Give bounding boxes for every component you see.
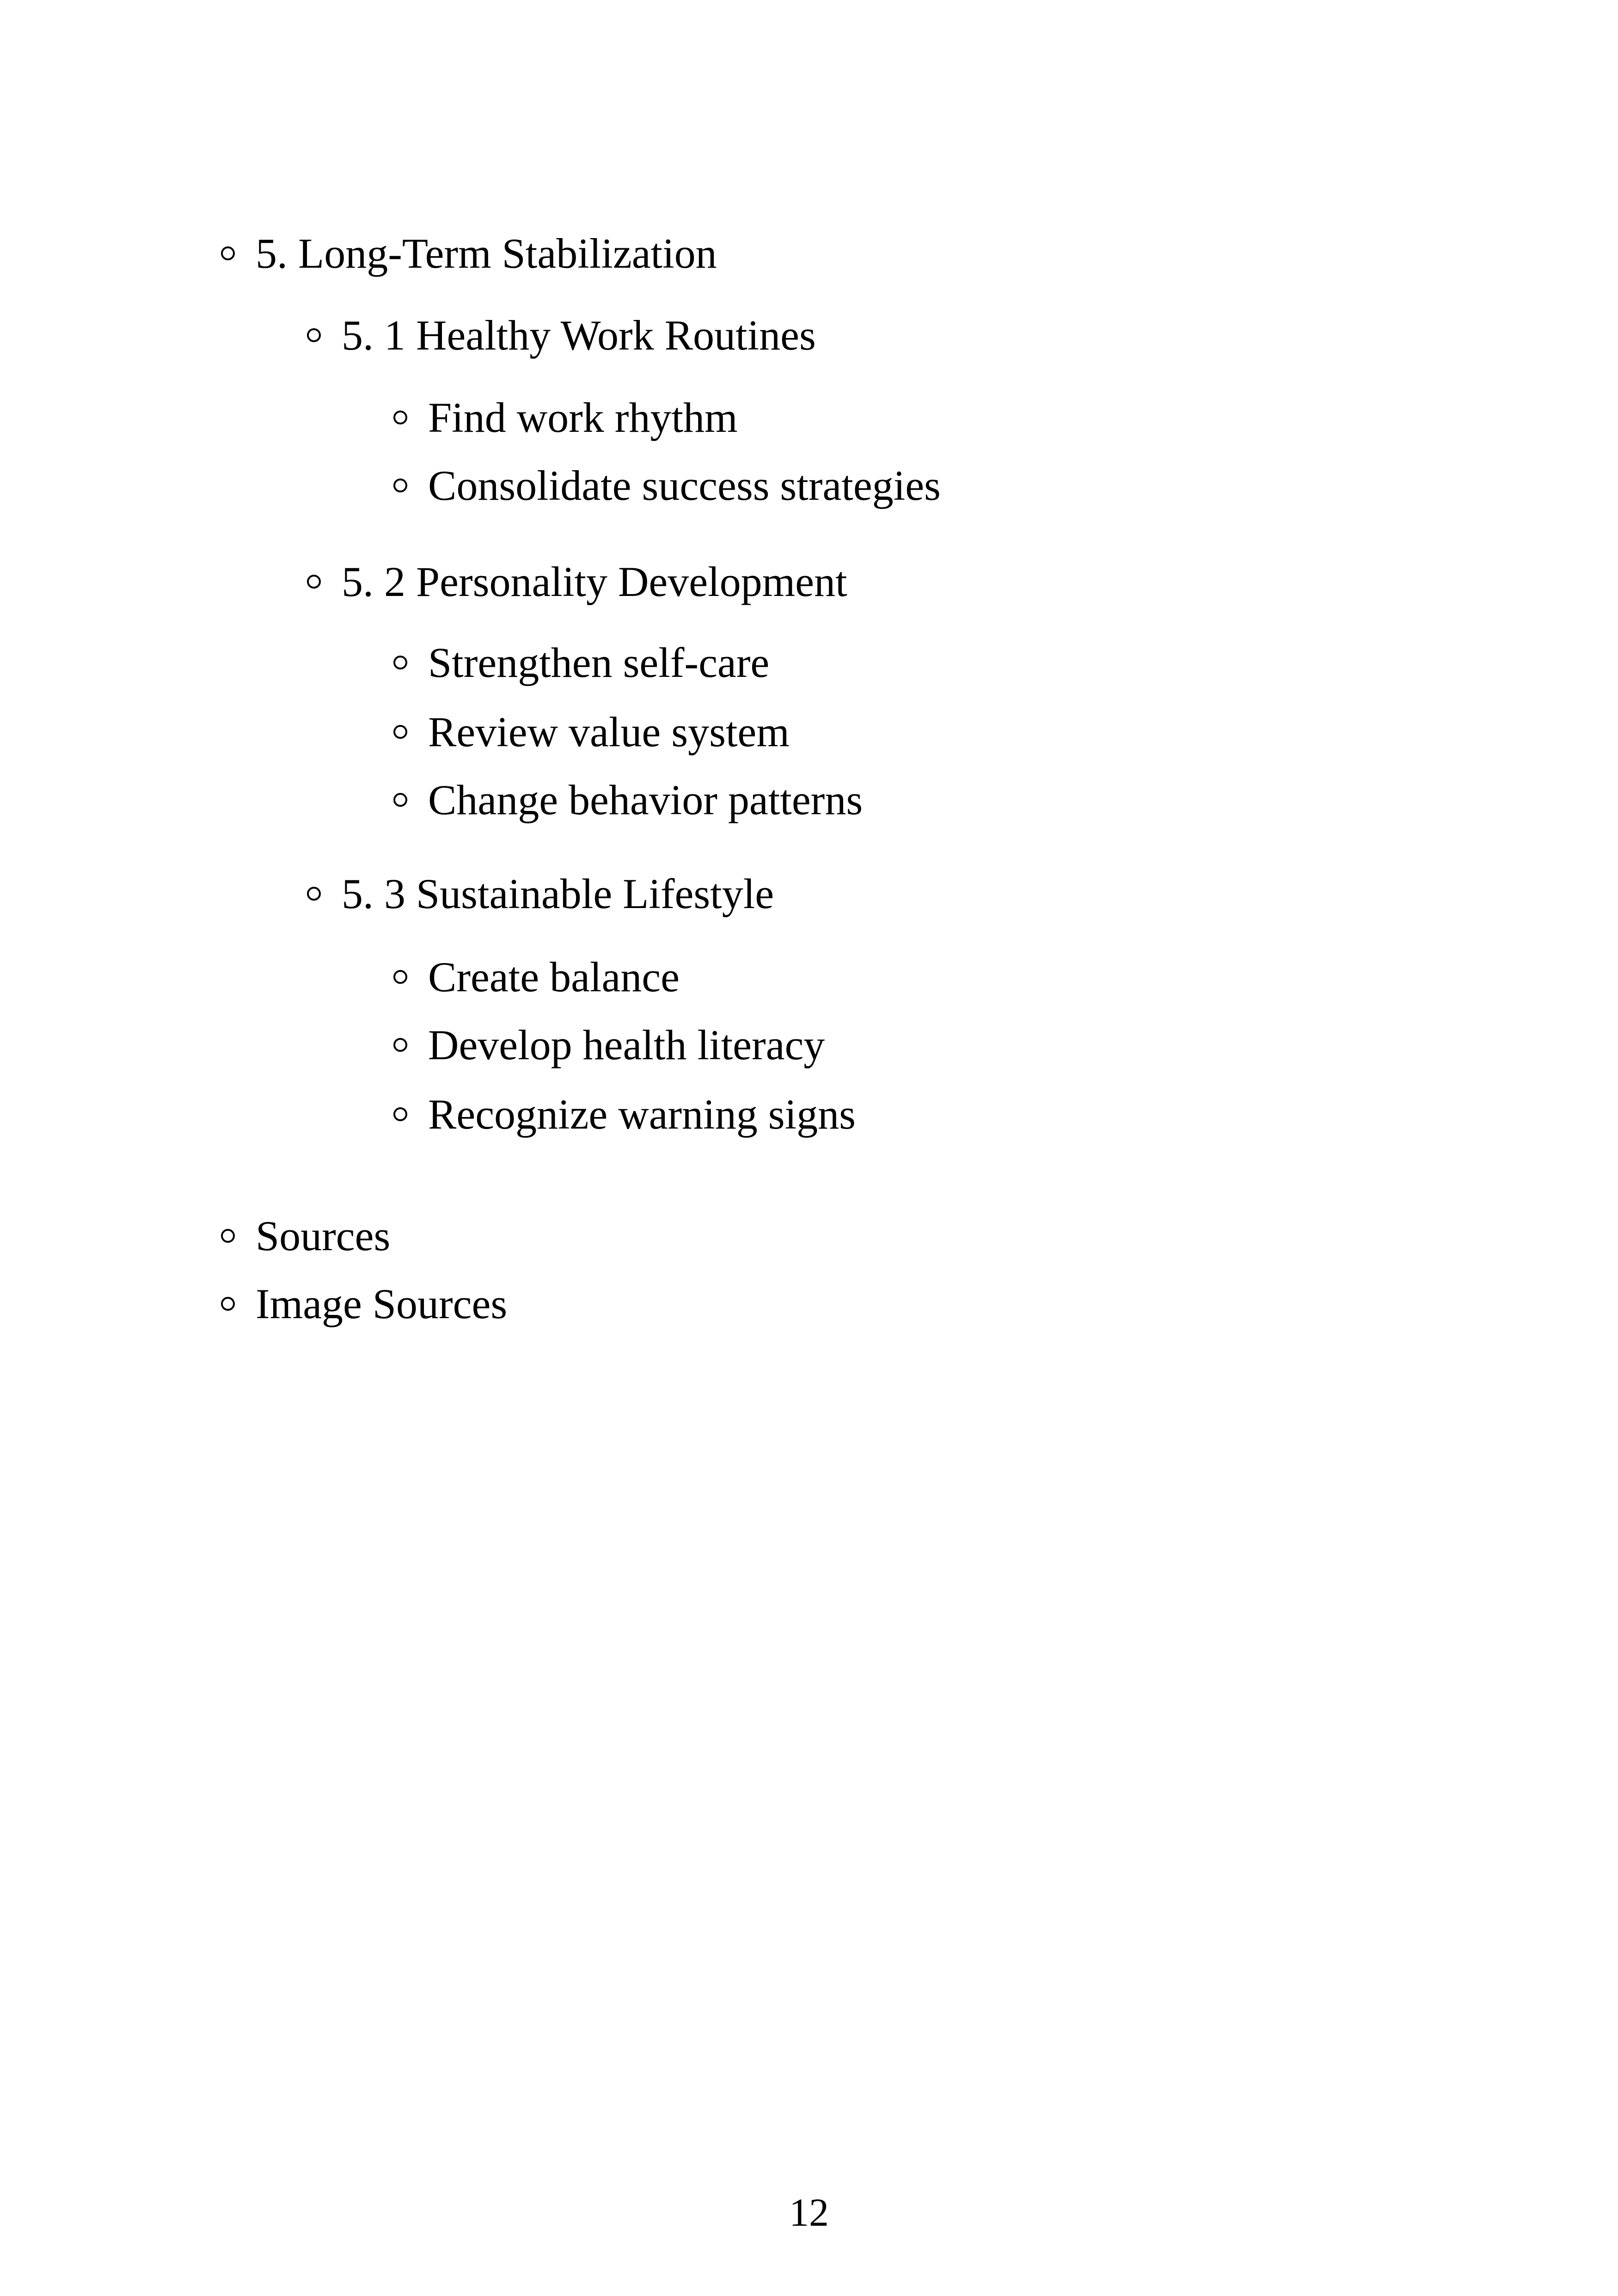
toc-entry-label: Find work rhythm [428, 394, 738, 441]
hollow-circle-bullet-icon [393, 725, 407, 739]
hollow-circle-bullet-icon [307, 575, 321, 589]
toc-entry-section-5-2[interactable] [307, 556, 847, 607]
page-number: 12 [789, 2190, 829, 2235]
toc-entry-image-sources[interactable] [221, 1278, 507, 1329]
toc-entry-label: Develop health literacy [428, 1021, 825, 1068]
hollow-circle-bullet-icon [221, 1229, 235, 1243]
hollow-circle-bullet-icon [307, 328, 321, 342]
toc-entry-item[interactable] [393, 774, 863, 825]
toc-entry-item[interactable] [393, 952, 680, 1002]
toc-entry-item[interactable] [393, 1089, 856, 1140]
toc-entry-item[interactable] [393, 706, 790, 757]
hollow-circle-bullet-icon [393, 1038, 407, 1052]
toc-entry-label: 5. 1 Healthy Work Routines [342, 312, 816, 359]
toc-entry-section-5-3[interactable] [307, 868, 774, 919]
toc-entry-label: Review value system [428, 708, 790, 755]
toc-entry-label: Consolidate success strategies [428, 462, 941, 509]
hollow-circle-bullet-icon [393, 479, 407, 492]
toc-entry-sources[interactable] [221, 1210, 390, 1261]
hollow-circle-bullet-icon [393, 970, 407, 984]
toc-entry-item[interactable] [393, 1019, 825, 1070]
toc-entry-label: 5. 2 Personality Development [342, 558, 847, 605]
hollow-circle-bullet-icon [393, 1107, 407, 1121]
hollow-circle-bullet-icon [393, 793, 407, 807]
toc-entry-label: Sources [256, 1212, 391, 1259]
toc-entry-item[interactable] [393, 392, 738, 443]
hollow-circle-bullet-icon [221, 1297, 235, 1311]
toc-entry-label: Create balance [428, 953, 680, 1001]
toc-entry-label: Change behavior patterns [428, 776, 863, 823]
hollow-circle-bullet-icon [393, 411, 407, 424]
toc-entry-label: 5. 3 Sustainable Lifestyle [342, 870, 774, 917]
hollow-circle-bullet-icon [221, 246, 235, 260]
toc-entry-label: 5. Long-Term Stabilization [256, 230, 717, 277]
toc-entry-section-5[interactable] [221, 228, 717, 279]
toc-entry-label: Image Sources [256, 1280, 508, 1327]
hollow-circle-bullet-icon [307, 887, 321, 901]
toc-entry-item[interactable] [393, 637, 769, 688]
toc-entry-section-5-1[interactable] [307, 310, 816, 361]
toc-entry-label: Recognize warning signs [428, 1091, 856, 1138]
toc-entry-item[interactable] [393, 460, 941, 511]
toc-entry-label: Strengthen self-care [428, 639, 770, 686]
hollow-circle-bullet-icon [393, 656, 407, 669]
